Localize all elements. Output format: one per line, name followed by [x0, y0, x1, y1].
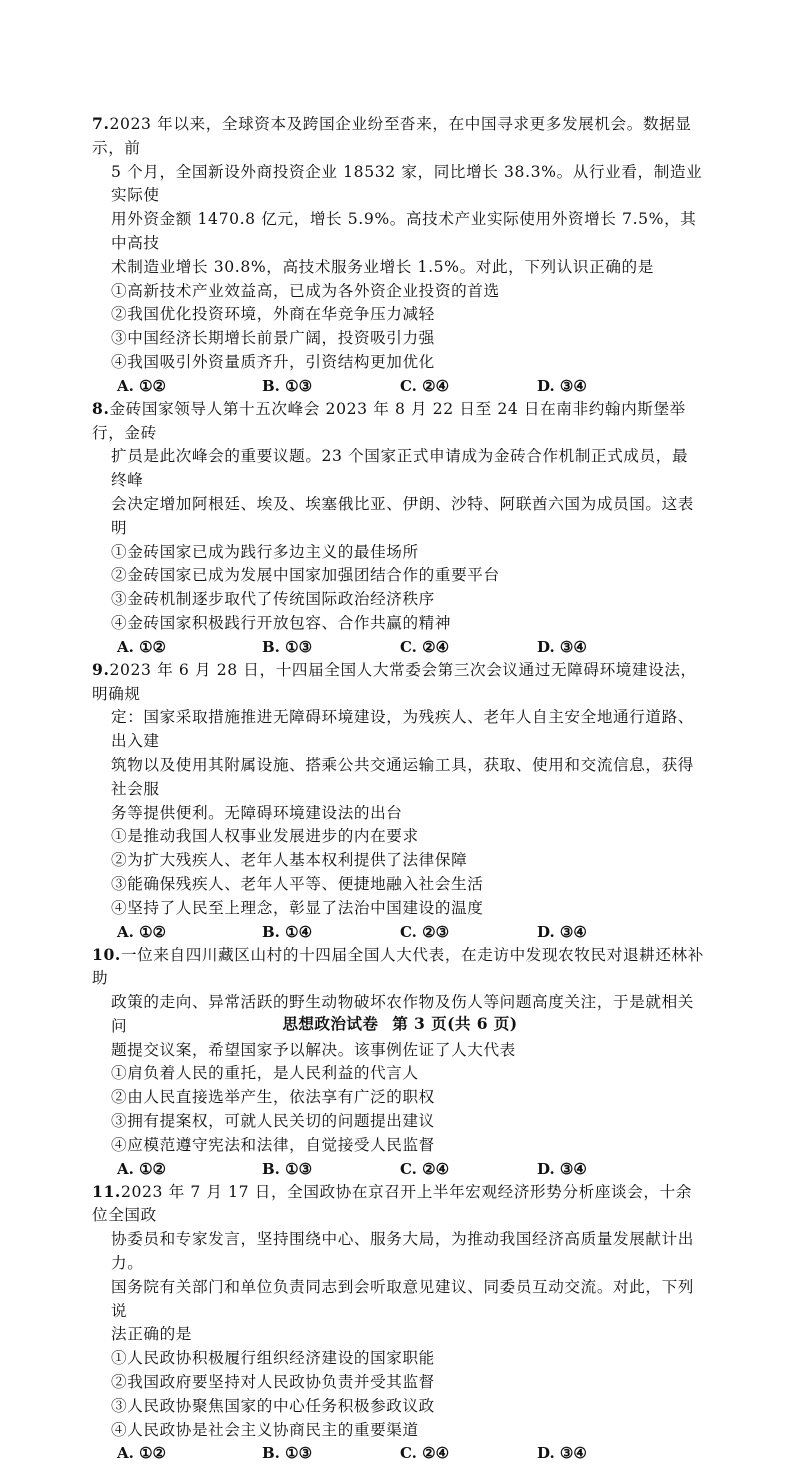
statement-option: ③人民政协聚焦国家的中心任务积极参政议政	[111, 1396, 435, 1415]
statement-option: ②我国优化投资环境，外商在华竞争压力减轻	[111, 305, 435, 324]
question-8	[0, 397, 800, 658]
answer-choice: D. ③④	[537, 637, 587, 656]
question-list	[0, 112, 800, 1464]
statement-option: ①肩负着人民的重托，是人民利益的代言人	[111, 1064, 419, 1083]
answer-choice: D. ③④	[537, 376, 587, 395]
statement-option: ②为扩大残疾人、老年人基本权利提供了法律保障	[111, 851, 468, 870]
question-stem-text: 一位来自四川藏区山村的十四届全国人大代表，在走访中发现农牧民对退耕还林补助	[92, 945, 704, 988]
statement-option: ②由人民直接选举产生，依法享有广泛的职权	[111, 1088, 435, 1107]
answer-choice: A. ①②	[117, 637, 166, 656]
answer-choice: A. ①②	[117, 1444, 166, 1463]
question-stem	[0, 658, 800, 707]
answer-choices	[117, 1442, 800, 1464]
question-number: 8.	[92, 398, 110, 418]
answer-choice: C. ②④	[400, 376, 450, 395]
statement-option: ①是推动我国人权事业发展进步的内在要求	[111, 827, 419, 846]
answer-choices	[117, 375, 800, 397]
answer-choices	[117, 636, 800, 658]
statement-option: ④我国吸引外资量质齐升，引资结构更加优化	[111, 352, 435, 371]
question-stem-line: 政策的走向、异常活跃的野生动物破坏农作物及伤人等问题高度关注，于是就相关问	[111, 993, 694, 1035]
answer-choice: B. ①③	[262, 376, 313, 395]
question-stem-line: 会决定增加阿根廷、埃及、埃塞俄比亚、伊朗、沙特、阿联酋六国为成员国。这表明	[111, 494, 694, 537]
answer-choice: C. ②④	[400, 1159, 450, 1178]
answer-choice: D. ③④	[537, 922, 587, 941]
question-stem-line: 5 个月，全国新设外商投资企业 18532 家，同比增长 38.3%。从行业看，制造业实际使	[111, 162, 703, 205]
footer-page-number: 第 3 页(共 6 页)	[392, 1014, 518, 1033]
answer-choice: D. ③④	[537, 1444, 587, 1463]
question-stem	[0, 112, 800, 161]
page-footer	[0, 1012, 800, 1034]
question-stem-text: 2023 年 7 月 17 日，全国政协在京召开上半年宏观经济形势分析座谈会，十余位全国政	[92, 1182, 692, 1225]
statement-option: ①人民政协积极履行组织经济建设的国家职能	[111, 1349, 435, 1368]
answer-choice: D. ③④	[537, 1159, 587, 1178]
answer-choice: A. ①②	[117, 1159, 166, 1178]
question-stem-line: 术制造业增长 30.8%，高技术服务业增长 1.5%。对此，下列认识正确的是	[111, 257, 654, 276]
answer-choice: B. ①③	[262, 1159, 313, 1178]
statement-option: ①金砖国家已成为践行多边主义的最佳场所	[111, 542, 419, 561]
answer-choice: C. ②④	[400, 1444, 450, 1463]
answer-choice: A. ①②	[117, 376, 166, 395]
question-stem-line: 用外资金额 1470.8 亿元，增长 5.9%。高技术产业实际使用外资增长 7.5%，其中高技	[111, 210, 697, 252]
answer-choice: C. ②④	[400, 637, 450, 656]
question-11	[0, 1180, 800, 1464]
statement-option: ④坚持了人民至上理念，彰显了法治中国建设的温度	[111, 898, 484, 917]
question-stem-text: 2023 年以来，全球资本及跨国企业纷至沓来，在中国寻求更多发展机会。数据显示，前	[92, 115, 692, 157]
question-10	[0, 943, 800, 1180]
answer-choices	[117, 921, 800, 943]
question-stem-text: 2023 年 6 月 28 日，十四届全国人大常委会第三次会议通过无障碍环境建设法，明确规	[92, 660, 697, 703]
statement-option: ③能确保残疾人、老年人平等、便捷地融入社会生活	[111, 874, 484, 893]
statement-option: ②金砖国家已成为发展中国家加强团结合作的重要平台	[111, 566, 500, 585]
question-number: 7.	[92, 114, 110, 133]
question-stem-line: 务等提供便利。无障碍环境建设法的出台	[111, 803, 403, 822]
statement-option: ④金砖国家积极践行开放包容、合作共赢的精神	[111, 613, 452, 632]
statement-option: ③拥有提案权，可就人民关切的问题提出建议	[111, 1112, 435, 1131]
answer-choice: A. ①②	[117, 922, 166, 941]
question-stem-line: 法正确的是	[111, 1325, 192, 1344]
question-stem	[0, 943, 800, 992]
statement-option: ③金砖机制逐步取代了传统国际政治经济秩序	[111, 590, 435, 609]
question-stem	[0, 1180, 800, 1229]
question-stem-line: 定：国家采取措施推进无障碍环境建设，为残疾人、老年人自主安全地通行道路、出入建	[111, 708, 694, 751]
question-number: 10.	[92, 944, 121, 964]
question-stem-line: 扩员是此次峰会的重要议题。23 个国家正式申请成为金砖合作机制正式成员，最终峰	[111, 447, 689, 490]
question-stem-line: 筑物以及使用其附属设施、搭乘公共交通运输工具，获取、使用和交流信息，获得社会服	[111, 755, 694, 798]
answer-choice: B. ①③	[262, 637, 313, 656]
question-stem-line: 协委员和专家发言，坚持围绕中心、服务大局，为推动我国经济高质量发展献计出力。	[111, 1230, 694, 1273]
answer-choice: B. ①③	[262, 1444, 313, 1463]
statement-option: ④应模范遵守宪法和法律，自觉接受人民监督	[111, 1135, 435, 1154]
question-7	[0, 112, 800, 397]
question-number: 9.	[92, 659, 110, 679]
statement-option: ③中国经济长期增长前景广阔，投资吸引力强	[111, 329, 435, 348]
question-stem-line: 题提交议案，希望国家予以解决。该事例佐证了人大代表	[111, 1040, 516, 1059]
question-stem-text: 金砖国家领导人第十五次峰会 2023 年 8 月 22 日至 24 日在南非约翰内斯堡举行，金砖	[92, 399, 686, 442]
statement-option: ①高新技术产业效益高，已成为各外资企业投资的首选	[111, 281, 500, 300]
question-number: 11.	[92, 1181, 121, 1201]
footer-subject: 思想政治试卷	[282, 1014, 379, 1033]
answer-choice: C. ②③	[400, 922, 450, 941]
question-stem	[0, 397, 800, 446]
answer-choices	[117, 1158, 800, 1180]
answer-choice: B. ①④	[262, 922, 313, 941]
question-stem-line: 国务院有关部门和单位负责同志到会听取意见建议、同委员互动交流。对此，下列说	[111, 1277, 694, 1320]
statement-option: ④人民政协是社会主义协商民主的重要渠道	[111, 1420, 419, 1439]
statement-option: ②我国政府要坚持对人民政协负责并受其监督	[111, 1373, 435, 1392]
question-9	[0, 658, 800, 943]
